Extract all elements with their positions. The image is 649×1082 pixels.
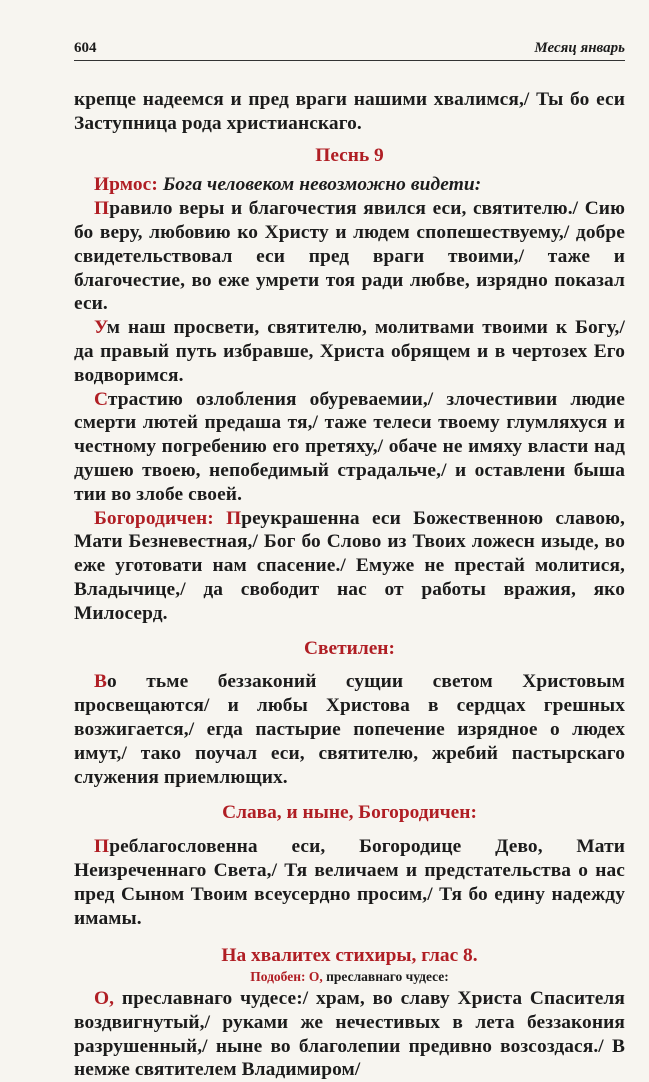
troparion-text: м наш просвети, святителю, молитвами твоими к Богу,/ да правый путь избравше, Христа обрящем и в чертозех Его водворимся. — [74, 317, 625, 386]
theotokion-label: Богородичен: — [94, 507, 214, 529]
hvalitekh-heading: На хвалитех стихиры, глас 8. — [221, 945, 478, 967]
irmos-label: Ирмос: — [94, 174, 158, 196]
drop-initial: П — [226, 507, 242, 529]
page-number: 604 — [74, 40, 97, 56]
troparion-3 — [74, 388, 625, 507]
troparion-1 — [74, 197, 625, 316]
stichera-paragraph — [74, 987, 625, 1082]
drop-initial: О, — [94, 988, 115, 1010]
drop-initial: В — [94, 671, 108, 693]
svetilen-text-paragraph — [74, 670, 625, 789]
podoben-initial: О, — [308, 969, 323, 985]
troparion-text: равило веры и благочестия явился еси, святителю./ Сию бо веру, любовию ко Христу и людем спопешествуему,/ добре свидетельствовал еси пред враги твоими,/ таже и благочестие, во еже умрети тоя ради любве, изрядно показал еси. — [74, 198, 625, 315]
continuation-paragraph: крепце надеемся и пред враги нашими хвалимся,/ Ты бо еси Заступница рода христианскаго. — [74, 89, 625, 134]
stichera-text: преславнаго чудесе:/ храм, во славу Христа Спасителя воздвигнутый,/ руками же нечестивых в лета беззакония разрушенный,/ ныне во благолепии предивно возсоздася./ В немже святителем Владимиром/ — [74, 988, 625, 1081]
drop-initial: У — [94, 317, 107, 339]
running-title: Месяц январь — [534, 40, 625, 56]
theotokion-text: реукрашенна еси Божественною славою, Мати Безневестная,/ Бог бо Слово из Твоих ложесн изыде, во еже уготовати нам спасение./ Емуже не престай молитися, Владычице,/ да свободит нас от работы вражия, яко Милосерд. — [74, 507, 625, 624]
drop-initial: С — [94, 388, 108, 410]
troparion-text: трастию озлобления обуреваемии,/ злочестивии людие смерти лютей предаша тя,/ таже телеси твоему глумляхуся и честному погребению его претяху,/ обаче не имяху власти над душею твоею, непобедимый страдальче,/ и оставлени быша тии во злобе своей. — [74, 388, 625, 505]
podoben-line — [74, 968, 625, 985]
irmos-text: Бога человеком невозможно видети: — [162, 174, 482, 196]
page-content — [74, 88, 625, 1082]
canto-heading: Песнь 9 — [315, 144, 384, 166]
troparion-2 — [74, 316, 625, 387]
slava-text-paragraph — [74, 835, 625, 930]
slava-heading: Слава, и ныне, Богородичен: — [222, 802, 477, 824]
podoben-text-rest: преславнаго чудесе: — [322, 969, 449, 985]
podoben-label: Подобен: — [250, 969, 306, 985]
drop-initial: П — [94, 836, 110, 858]
theotokion — [74, 507, 625, 626]
page-header — [74, 36, 625, 61]
slava-text: реблагословенна еси, Богородице Дево, Мати Неизреченнаго Света,/ Тя величаем и предстательства о нас пред Сыном Твоим всеусердно просим,/ Тя бо едину надежду имамы. — [74, 836, 625, 929]
irmos-line — [74, 173, 625, 197]
svetilen-heading: Светилен: — [304, 637, 395, 659]
drop-initial: П — [94, 198, 110, 220]
svetilen-text: о тьме беззаконий сущии светом Христовым просвещаются/ и любы Христова в сердцах грешных возжигается,/ егда пастырие попечение изрядное о людех имут,/ тако поучал еси, святителю, жребий пастырскаго служения приемлющих. — [74, 671, 625, 788]
